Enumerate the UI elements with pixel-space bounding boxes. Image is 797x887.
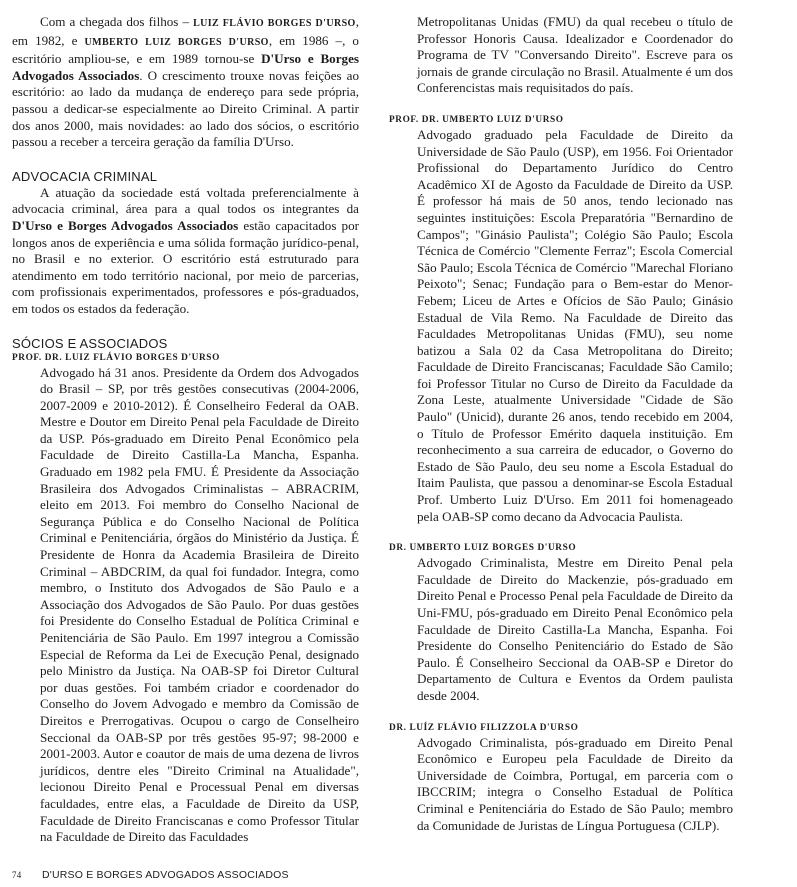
partner-bio-umberto-luiz: Advogado graduado pela Faculdade de Direito da Universidade de São Paulo (USP), em 1956. Foi Orientador Profissional do Departamento Jurídico do Centro Acadêmico XI de Agosto da Faculdade de Direito da USP. É professor há mais de 50 anos, tendo lecionado nas seguintes instituições: Escola Preparatória "Bernardino de Campos"; "Ginásio Paulista"; Colégio São Paulo; Escola Técnica de Comércio "Clemente Ferraz"; Escola Comercial São Paulo; Escola Técnica de Comércio "Marechal Floriano Peixoto"; Senac; Fundação para o Bem-estar do Menor-Febem; Liceu de Artes e Ofícios de São Paulo; Ginásio Estadual de Vila Remo. Na Faculdade de Direito das Faculdades Metropolitanas Unidas (FMU), seu nome batizou a Sala 02 da Casa Metropolitana do Direito; Faculdade de Direito Franciscanas; Faculdade São Camilo; foi Professor Titular no Curso de Direito da Faculdade da Zona Leste, atualmente Universidade "Cidade de São Paulo" (Unicid), durante 26 anos, tendo recebido em 2004, o Título de Professor Emérito daquela instituição. Em reconhecimento a sua carreira de educador, o Governo do Estado de São Paulo, deu seu nome a Escola Estadual do Itaim Paulista, que passou a denominar-se Escola Estadual Prof. Umberto Luiz D'Urso. Em 2011 foi homenageado pela OAB-SP como decano da Advocacia Paulista. [417, 126, 733, 524]
firm-name: D'Urso e Borges Advogados Associados [12, 51, 359, 83]
partner-name-luiz-filizzola: DR. LUÍZ FLÁVIO FILIZZOLA D'URSO [389, 722, 579, 733]
partner-bio-luiz-flavio: Advogado há 31 anos. Presidente da Ordem dos Advogados do Brasil – SP, por três gestões consecutivas (2004-2006, 2007-2009 e 2010-2012). É Conselheiro Federal da OAB. Mestre e Doutor em Direito Penal pela Faculdade de Direito da USP. Pós-graduado em Direito Penal Econômico pela Faculdade de Direito Castilla-La Mancha, Espanha. Graduado em 1982 pela FMU. É Presidente da Associação Brasileira dos Advogados Criminalistas – ABRACRIM, eleito em 2013. Foi membro do Conselho Nacional de Segurança Pública e do Conselho Nacional de Política Criminal e Penitenciária, órgãos do Ministério da Justiça. É Presidente de Honra da Academia Brasileira de Direito Criminal – ABDCRIM, da qual foi fundador. Integra, como membro, o Instituto dos Advogados de São Paulo e a Associação dos Advogados de São Paulo. Por duas gestões foi Presidente do Conselho Estadual de Política Criminal e Penitenciária de São Paulo. Em 1997 integrou a Comissão Especial de Reforma da Lei de Execução Penal, designado pelo Ministro da Justiça. Na OAB-SP foi Diretor Cultural por duas gestões. Foi também criador e coordenador do Conselho do Jovem Advogado e membro da Comissão de Direitos e Prerrogativas. Ocupou o cargo de Conselheiro Seccional da OAB-SP por três gestões 95-97; 98-2000 e 2001-2003. Autor e coautor de mais de uma dezena de livros jurídicos, dentre eles "Direito Criminal na Atualidade", lecionou Direito Penal e Processual Penal em diversas faculdades, entre elas, a Faculdade de Direito da USP, Faculdade de Direito Franciscanas e como Professor Titular na Faculdade de Direito das Faculdades [40, 364, 359, 845]
partner-name-umberto-luiz: PROF. DR. UMBERTO LUIZ D'URSO [389, 114, 564, 125]
partner-name-luiz-flavio: PROF. DR. LUIZ FLÁVIO BORGES D'URSO [12, 352, 220, 363]
advocacia-paragraph: A atuação da sociedade está voltada preferencialmente à advocacia criminal, área para a qual todos os integrantes da D'Urso e Borges Advogados Associados estão capacitados por longos anos de experiência e uma sólida formação jurídico-penal, no Brasil e no exterior. O escritório está estruturado para atendimento em todo território nacional, por meio de parcerias, com profissionais experimentados, professores e pós-graduados, em todos os estados da federação. [12, 184, 360, 316]
right-column [389, 14, 733, 834]
footer-title: D'URSO E BORGES ADVOGADOS ASSOCIADOS [42, 869, 289, 881]
firm-name: D'Urso e Borges Advogados Associados [12, 217, 239, 233]
page-number: 74 [12, 870, 22, 880]
intro-paragraph: Com a chegada dos filhos – LUIZ FLÁVIO BORGES D'URSO, em 1982, e UMBERTO LUIZ BORGES D'URSO, em 1986 –, o escritório ampliou-se, e em 1989 tornou-se D'Urso e Borges Advogados Associados. O crescimento trouxe novas feições ao escritório: ao lado da mudança de endereço para sede própria, passou a dedicar-se especialmente ao Direito Criminal. A partir dos anos 2000, mais novidades: ao lado dos sócios, o escritório passou a receber a terceira geração da família D'Urso. [12, 14, 360, 150]
founder-son-luiz: LUIZ FLÁVIO BORGES D'URSO [193, 18, 356, 29]
partner-bio-luiz-filizzola: Advogado Criminalista, pós-graduado em Direito Penal Econômico e Europeu pela Faculdade de Direito da Universidade de Coimbra, Portugal, em parceria com o IBCCRIM; integra o Conselho Estadual de Política Criminal e Penitenciária do Estado de São Paulo; membro da Comunidade de Juristas de Língua Portuguesa (CJLP). [417, 734, 733, 833]
section-heading-advocacia: ADVOCACIA CRIMINAL [12, 168, 158, 184]
founder-son-umberto: UMBERTO LUIZ BORGES D'URSO [84, 36, 269, 48]
partner-bio-luiz-flavio-continued: Metropolitanas Unidas (FMU) da qual recebeu o título de Professor Honoris Causa. Idealizador e Coordenador do Programa de TV "Conversando Direito". Escreve para os jornais de grande circulação no Brasil. Atualmente é um dos Conferencistas mais requisitados do país. [417, 14, 733, 96]
left-column [12, 14, 359, 846]
partner-name-umberto-borges: DR. UMBERTO LUIZ BORGES D'URSO [389, 543, 577, 554]
section-heading-socios: SÓCIOS E ASSOCIADOS [12, 335, 168, 351]
partner-bio-umberto-borges: Advogado Criminalista, Mestre em Direito Penal pela Faculdade de Direito do Mackenzie, pós-graduado em Direito Penal e Processo Penal pela Faculdade de Direito da Uni-FMU, pós-graduado em Direito Penal Econômico pela Faculdade de Direito Castilla-La Mancha, Espanha. Foi Presidente do Conselho Penitenciário do Estado de São Paulo. É Conselheiro Seccional da OAB-SP e Diretor do Departamento de Cultura e Eventos da Ordem paulista desde 2004. [417, 555, 733, 703]
page-footer [12, 869, 289, 881]
